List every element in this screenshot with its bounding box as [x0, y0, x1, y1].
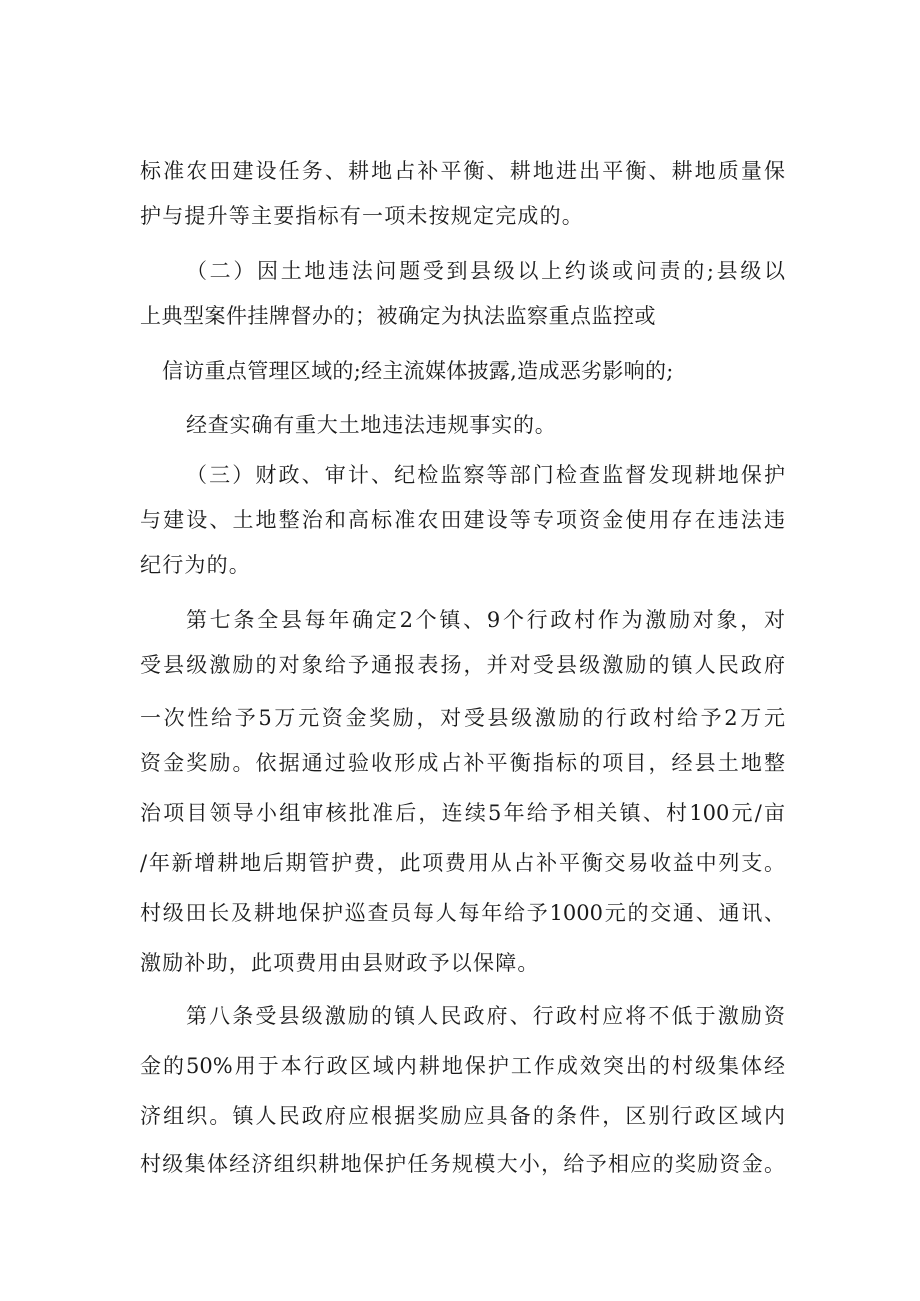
text-line: 经查实确有重大土地违法违规事实的。: [186, 413, 557, 437]
text-line: 村级集体经济组织耕地保护任务规模大小，给予相应的奖励资金。: [140, 1152, 785, 1176]
text-line: 金的50%用于本行政区域内耕地保护工作成效突出的村级集体经: [140, 1054, 785, 1078]
text-line: 纪行为的。: [140, 553, 251, 577]
text-line: 济组织。镇人民政府应根据奖励应具备的条件，区别行政区域内: [140, 1104, 785, 1128]
text-line: 上典型案件挂牌督办的；被确定为执法监察重点监控或: [140, 304, 656, 328]
text-line: 一次性给予5万元资金奖励，对受县级激励的行政村给予2万元: [140, 706, 785, 730]
text-line: 与建设、土地整治和高标准农田建设等专项资金使用存在违法违: [140, 508, 785, 532]
text-line: 标准农田建设任务、耕地占补平衡、耕地进出平衡、耕地质量保: [140, 159, 785, 183]
text-line: /年新增耕地后期管护费，此项费用从占补平衡交易收益中列支。: [140, 851, 785, 875]
text-line: 资金奖励。依据通过验收形成占补平衡指标的项目，经县土地整: [140, 751, 785, 775]
text-line: 村级田长及耕地保护巡查员每人每年给予1000元的交通、通讯、: [140, 901, 785, 925]
text-line: 第八条受县级激励的镇人民政府、行政村应将不低于激励资: [186, 1004, 785, 1028]
text-line: （二）因土地违法问题受到县级以上约谈或问责的;县级以: [186, 259, 785, 283]
text-line: 受县级激励的对象给予通报表扬，并对受县级激励的镇人民政府: [140, 653, 785, 677]
text-line: 信访重点管理区域的;经主流媒体披露,造成恶劣影响的;: [162, 359, 674, 383]
text-line: 护与提升等主要指标有一项未按规定完成的。: [140, 204, 584, 228]
text-line: （三）财政、审计、纪检监察等部门检查监督发现耕地保护: [186, 463, 785, 487]
text-line: 激励补助，此项费用由县财政予以保障。: [140, 951, 540, 975]
text-line: 治项目领导小组审核批准后，连续5年给予相关镇、村100元/亩: [140, 801, 785, 825]
text-line: 第七条全县每年确定2个镇、9个行政村作为激励对象，对: [186, 608, 785, 632]
